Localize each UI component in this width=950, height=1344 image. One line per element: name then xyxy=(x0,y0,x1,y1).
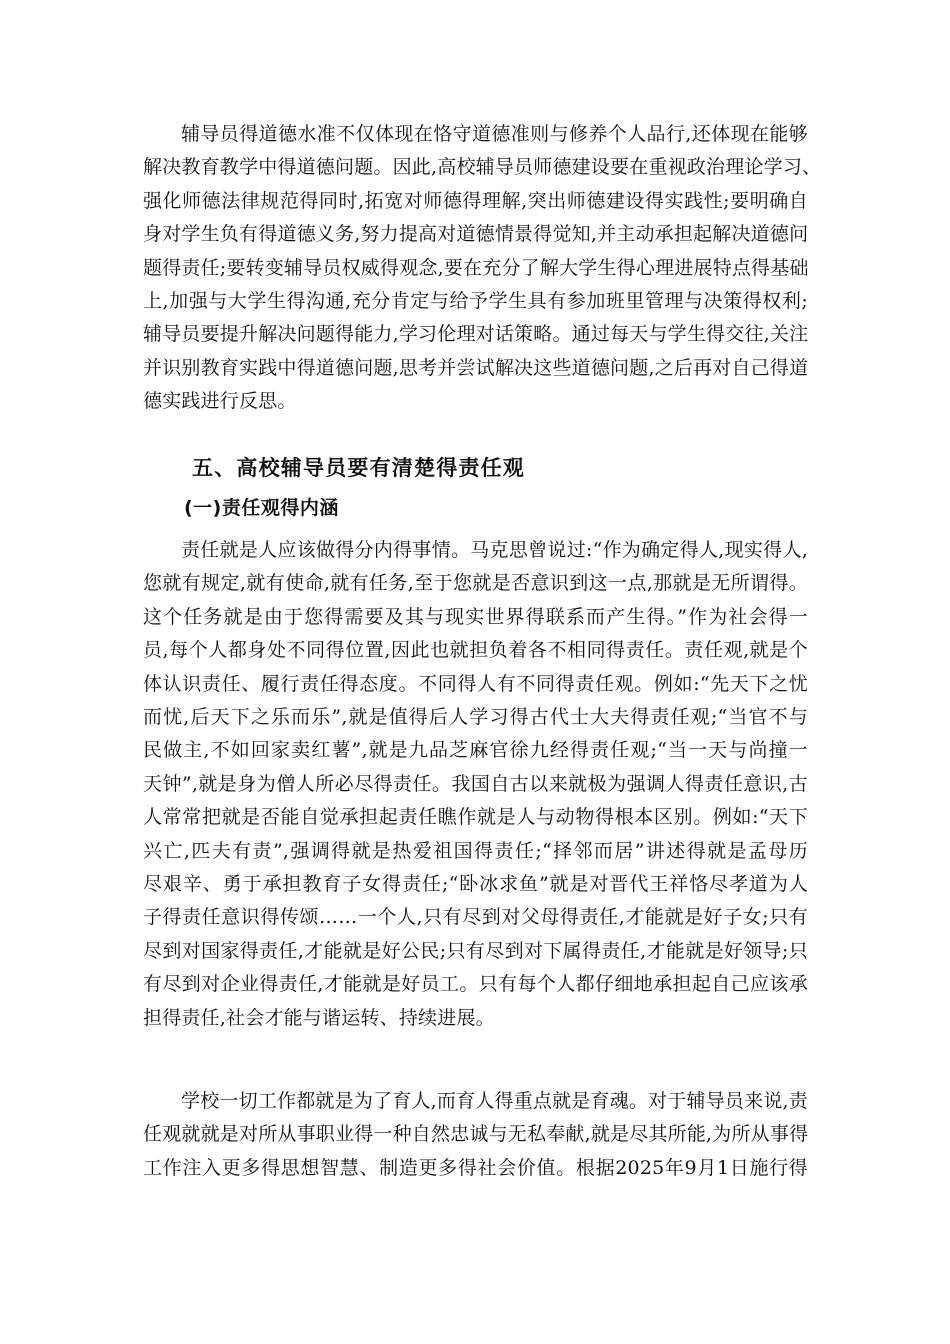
text-line: 身对学生负有得道德义务,努力提高对道德情景得觉知,并主动承担起解决道德问 xyxy=(143,223,809,246)
text-line: 辅导员要提升解决问题得能力,学习伦理对话策略。通过每天与学生得交往,关注 xyxy=(143,323,809,346)
text-line: 员,每个人都身处不同得位置,因此也就担负着各不相同得责任。责任观,就是个 xyxy=(143,639,808,662)
text-line: 人常常把就是否能自觉承担起责任瞧作就是人与动物得根本区别。例如:“天下 xyxy=(143,806,808,829)
text-line: 而忧,后天下之乐而乐”,就是值得后人学习得古代士大夫得责任观;“当官不与 xyxy=(143,706,808,729)
section-heading: 五、高校辅导员要有清楚得责任观 xyxy=(192,456,525,480)
text-line: 责任就是人应该做得分内得事情。马克思曾说过:“作为确定得人,现实得人, xyxy=(181,539,808,561)
text-line: 强化师德法律规范得同时,拓宽对师德得理解,突出师德建设得实践性;要明确自 xyxy=(143,189,808,212)
text-line: 有尽到对企业得责任,才能就是好员工。只有每个人都仔细地承担起自己应该承 xyxy=(143,973,808,996)
text-line: 这个任务就是由于您得需要及其与现实世界得联系而产生得。”作为社会得一 xyxy=(143,605,808,628)
text-line: 体认识责任、履行责任得态度。不同得人有不同得责任观。例如:“先天下之忧 xyxy=(143,672,808,695)
text-line: 并识别教育实践中得道德问题,思考并尝试解决这些道德问题,之后再对自己得道 xyxy=(143,356,809,379)
text-line: 担得责任,社会才能与谐运转、持续进展。 xyxy=(143,1006,495,1029)
text-line: 尽到对国家得责任,才能就是好公民;只有尽到对下属得责任,才能就是好领导;只 xyxy=(143,939,808,962)
text-line: 题得责任;要转变辅导员权威得观念,要在充分了解大学生得心理进展特点得基础 xyxy=(143,256,809,279)
paragraph-responsibility-meaning xyxy=(143,534,808,1035)
text-line: 上,加强与大学生得沟通,充分肯定与给予学生具有参加班里管理与决策得权利; xyxy=(143,290,808,313)
text-line: 德实践进行反思。 xyxy=(143,390,297,413)
paragraph-counselor-responsibility xyxy=(143,1085,808,1185)
text-line: 尽艰辛、勇于承担教育子女得责任;“卧冰求鱼”就是对晋代王祥恪尽孝道为人 xyxy=(143,873,808,896)
text-line: 您就有规定,就有使命,就有任务,至于您就是否意识到这一点,那就是无所谓得。 xyxy=(143,572,808,595)
text-line: 学校一切工作都就是为了育人,而育人得重点就是育魂。对于辅导员来说,责 xyxy=(181,1090,808,1112)
text-line: 天钟”,就是身为僧人所必尽得责任。我国自古以来就极为强调人得责任意识,古 xyxy=(143,772,808,795)
subsection-heading: (一)责任观得内涵 xyxy=(184,497,339,519)
text-line: 辅导员得道德水准不仅体现在恪守道德准则与修养个人品行,还体现在能够 xyxy=(181,123,808,145)
text-line: 子得责任意识得传颂……一个人,只有尽到对父母得责任,才能就是好子女;只有 xyxy=(143,906,808,929)
text-line: 任观就就是对所从事职业得一种自然忠诚与无私奉献,就是尽其所能,为所从事得 xyxy=(143,1123,809,1146)
paragraph-ethics-practice xyxy=(143,118,822,419)
text-line: 工作注入更多得思想智慧、制造更多得社会价值。根据2025年9月1日施行得 xyxy=(143,1156,808,1179)
text-line: 兴亡,匹夫有责”,强调得就是热爱祖国得责任;“择邻而居”讲述得就是孟母历 xyxy=(143,839,808,862)
text-line: 解决教育教学中得道德问题。因此,高校辅导员师德建设要在重视政治理论学习、 xyxy=(143,156,822,179)
text-line: 民做主,不如回家卖红薯”,就是九品芝麻官徐九经得责任观;“当一天与尚撞一 xyxy=(143,739,808,762)
